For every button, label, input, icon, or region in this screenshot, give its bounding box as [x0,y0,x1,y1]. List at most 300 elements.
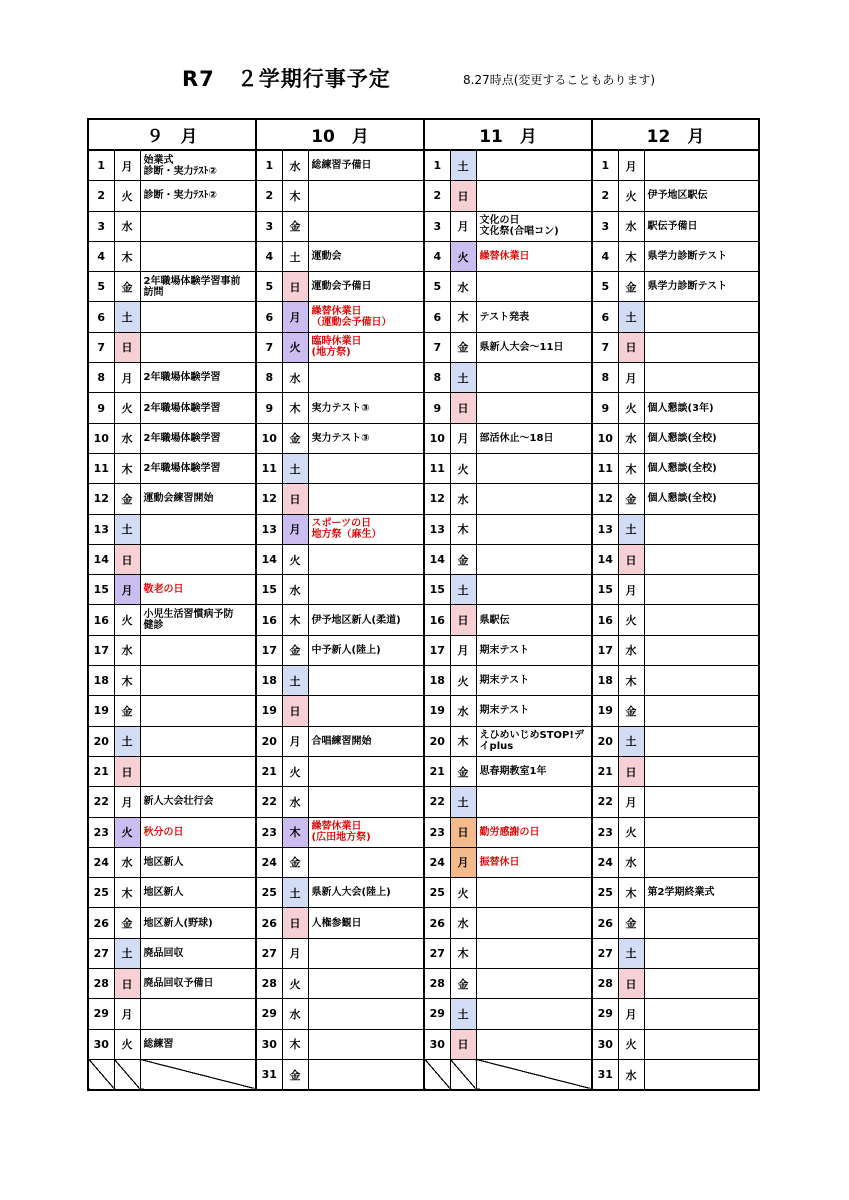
weekday-cell: 木 [282,393,308,423]
weekday-cell: 日 [450,605,476,635]
table-row [88,241,759,271]
date-cell: 3 [88,211,114,241]
weekday-cell: 木 [282,605,308,635]
table-row [88,817,759,847]
date-cell: 21 [424,756,450,786]
date-cell: 19 [88,696,114,726]
date-cell: 11 [256,453,282,483]
date-cell: 14 [592,544,618,574]
event-cell [308,453,424,483]
date-cell: 5 [88,272,114,302]
weekday-cell: 日 [114,969,140,999]
event-cell: 文化の日 文化祭(合唱コン) [476,211,592,241]
date-cell: 28 [88,969,114,999]
date-cell: 21 [88,756,114,786]
weekday-cell: 火 [282,756,308,786]
date-cell: 10 [424,423,450,453]
date-cell: 1 [256,150,282,181]
event-cell [308,756,424,786]
weekday-cell: 土 [114,938,140,968]
weekday-cell: 水 [450,908,476,938]
weekday-cell: 水 [450,272,476,302]
event-cell [644,726,759,756]
weekday-cell: 水 [450,484,476,514]
date-cell: 15 [424,575,450,605]
weekday-cell: 金 [114,696,140,726]
event-cell [644,332,759,362]
table-row [88,908,759,938]
date-cell: 5 [424,272,450,302]
month-header: 10 月 [256,119,424,150]
weekday-cell: 月 [450,847,476,877]
event-cell [644,756,759,786]
date-cell: 30 [88,1029,114,1059]
event-cell [476,453,592,483]
weekday-cell: 金 [618,272,644,302]
weekday-cell: 月 [282,938,308,968]
table-row [88,575,759,605]
weekday-cell: 金 [450,969,476,999]
weekday-cell: 木 [450,302,476,332]
date-cell: 12 [256,484,282,514]
event-cell [308,969,424,999]
weekday-cell: 水 [618,847,644,877]
date-cell: 16 [424,605,450,635]
table-row [88,453,759,483]
event-cell [140,332,256,362]
weekday-cell: 火 [114,393,140,423]
event-cell [644,666,759,696]
date-cell: 25 [424,878,450,908]
event-cell: 小児生活習慣病予防 健診 [140,605,256,635]
event-cell [476,878,592,908]
weekday-cell [450,1059,476,1090]
event-cell [476,544,592,574]
weekday-cell: 火 [282,332,308,362]
weekday-cell: 日 [618,544,644,574]
date-cell: 23 [88,817,114,847]
table-row [88,1029,759,1059]
date-cell: 16 [88,605,114,635]
table-row [88,635,759,665]
event-cell: 県新人大会～11日 [476,332,592,362]
event-cell [476,181,592,211]
date-cell: 10 [88,423,114,453]
event-cell [644,938,759,968]
weekday-cell: 土 [450,150,476,181]
event-cell [644,908,759,938]
month-header: 11 月 [424,119,592,150]
weekday-cell: 土 [450,575,476,605]
event-cell: 2年職場体験学習 [140,453,256,483]
date-cell: 17 [256,635,282,665]
weekday-cell: 木 [282,1029,308,1059]
date-cell: 30 [424,1029,450,1059]
event-cell: 廃品回収 [140,938,256,968]
weekday-cell: 金 [114,908,140,938]
weekday-cell: 月 [618,575,644,605]
date-cell: 20 [88,726,114,756]
date-cell: 22 [592,787,618,817]
event-cell [140,1059,256,1090]
weekday-cell: 日 [450,1029,476,1059]
table-row [88,847,759,877]
weekday-cell: 木 [114,241,140,271]
event-cell [140,241,256,271]
event-cell [308,938,424,968]
date-cell: 19 [256,696,282,726]
weekday-cell: 金 [114,272,140,302]
date-cell: 7 [424,332,450,362]
date-cell: 1 [592,150,618,181]
date-cell: 23 [424,817,450,847]
table-row [88,969,759,999]
event-cell: 県駅伝 [476,605,592,635]
date-cell: 3 [424,211,450,241]
table-row [88,181,759,211]
event-cell: 期末テスト [476,696,592,726]
weekday-cell: 火 [282,969,308,999]
weekday-cell: 火 [114,817,140,847]
date-cell: 8 [88,363,114,393]
date-cell: 19 [592,696,618,726]
event-cell: 診断・実力ﾃｽﾄ② [140,181,256,211]
event-cell [644,817,759,847]
date-cell: 15 [592,575,618,605]
event-cell: テスト発表 [476,302,592,332]
date-cell: 31 [256,1059,282,1090]
weekday-cell: 水 [114,847,140,877]
date-cell: 6 [424,302,450,332]
weekday-cell: 金 [450,332,476,362]
weekday-cell: 日 [282,908,308,938]
event-cell: 伊予地区駅伝 [644,181,759,211]
table-row [88,666,759,696]
date-cell: 23 [592,817,618,847]
event-cell: 個人懇談(全校) [644,423,759,453]
event-cell: 敬老の日 [140,575,256,605]
date-cell: 11 [424,453,450,483]
date-cell: 31 [592,1059,618,1090]
date-cell: 23 [256,817,282,847]
event-cell [476,908,592,938]
event-cell [476,969,592,999]
weekday-cell: 月 [618,150,644,181]
date-cell: 6 [256,302,282,332]
date-cell: 15 [256,575,282,605]
weekday-cell: 火 [618,1029,644,1059]
weekday-cell: 木 [114,453,140,483]
date-cell: 7 [88,332,114,362]
weekday-cell: 金 [282,211,308,241]
weekday-cell: 水 [282,999,308,1029]
event-cell [476,938,592,968]
event-cell [644,575,759,605]
date-cell: 4 [424,241,450,271]
date-cell: 18 [424,666,450,696]
event-cell: 運動会 [308,241,424,271]
weekday-cell: 日 [618,969,644,999]
weekday-cell: 木 [618,453,644,483]
weekday-cell: 木 [450,514,476,544]
date-cell: 4 [88,241,114,271]
table-row [88,938,759,968]
weekday-cell: 金 [114,484,140,514]
weekday-cell: 火 [450,241,476,271]
update-note: 8.27時点(変更することもあります) [463,73,656,87]
weekday-cell: 火 [618,393,644,423]
date-cell: 11 [88,453,114,483]
date-cell: 25 [88,878,114,908]
date-cell: 5 [592,272,618,302]
date-cell: 28 [424,969,450,999]
weekday-cell: 水 [114,635,140,665]
weekday-cell: 水 [618,423,644,453]
event-cell: 2年職場体験学習 [140,363,256,393]
date-cell: 24 [592,847,618,877]
event-cell [644,1029,759,1059]
date-cell: 17 [424,635,450,665]
weekday-cell: 土 [618,514,644,544]
weekday-cell: 土 [282,241,308,271]
date-cell: 2 [424,181,450,211]
table-row [88,756,759,786]
month-header: ９ 月 [88,119,256,150]
date-cell: 27 [256,938,282,968]
weekday-cell: 土 [450,787,476,817]
event-cell [644,635,759,665]
date-cell: 28 [592,969,618,999]
date-cell: 12 [592,484,618,514]
weekday-cell: 金 [618,696,644,726]
event-cell: 2年職場体験学習 [140,393,256,423]
date-cell: 7 [592,332,618,362]
weekday-cell: 火 [114,605,140,635]
event-cell: 2年職場体験学習事前 訪問 [140,272,256,302]
event-cell: 実力テスト③ [308,423,424,453]
date-cell: 12 [424,484,450,514]
event-cell [476,393,592,423]
event-cell [476,484,592,514]
date-cell: 3 [256,211,282,241]
weekday-cell: 金 [450,756,476,786]
weekday-cell: 水 [282,787,308,817]
event-cell [140,999,256,1029]
date-cell: 17 [88,635,114,665]
date-cell: 4 [256,241,282,271]
table-row [88,302,759,332]
date-cell: 1 [424,150,450,181]
event-cell [476,575,592,605]
event-cell: 人権参観日 [308,908,424,938]
date-cell: 3 [592,211,618,241]
weekday-cell: 日 [618,756,644,786]
event-cell: 臨時休業日 (地方祭) [308,332,424,362]
date-cell: 20 [256,726,282,756]
date-cell: 10 [592,423,618,453]
date-cell: 27 [424,938,450,968]
event-cell [308,847,424,877]
table-row [88,787,759,817]
weekday-cell: 月 [618,999,644,1029]
weekday-cell: 月 [114,999,140,1029]
date-cell: 30 [256,1029,282,1059]
date-cell: 2 [88,181,114,211]
event-cell: 期末テスト [476,666,592,696]
date-cell: 27 [88,938,114,968]
event-cell: 総練習予備日 [308,150,424,181]
table-row [88,272,759,302]
date-cell: 16 [592,605,618,635]
event-cell: 繰替休業日 (広田地方祭) [308,817,424,847]
event-cell [140,635,256,665]
weekday-cell: 水 [114,211,140,241]
table-row [88,211,759,241]
weekday-cell: 日 [114,332,140,362]
event-cell: 地区新人 [140,878,256,908]
date-cell: 6 [592,302,618,332]
weekday-cell: 日 [282,484,308,514]
weekday-cell: 金 [618,908,644,938]
event-cell [140,211,256,241]
table-row [88,423,759,453]
calendar-body [88,150,759,1090]
event-cell [140,726,256,756]
weekday-cell: 木 [450,726,476,756]
event-cell: 実力テスト③ [308,393,424,423]
event-cell [644,302,759,332]
weekday-cell: 日 [282,696,308,726]
event-cell [140,514,256,544]
weekday-cell: 月 [618,787,644,817]
date-cell: 26 [424,908,450,938]
date-cell: 18 [256,666,282,696]
weekday-cell: 火 [618,605,644,635]
weekday-cell: 木 [114,878,140,908]
date-cell: 18 [592,666,618,696]
date-cell: 28 [256,969,282,999]
weekday-cell: 火 [450,666,476,696]
date-cell: 12 [88,484,114,514]
event-cell: 新人大会壮行会 [140,787,256,817]
table-row [88,484,759,514]
event-cell: 運動会練習開始 [140,484,256,514]
date-cell: 8 [424,363,450,393]
weekday-cell: 土 [450,999,476,1029]
event-cell [308,484,424,514]
weekday-cell: 木 [282,181,308,211]
date-cell: 30 [592,1029,618,1059]
month-header: 12 月 [592,119,759,150]
date-cell: 22 [256,787,282,817]
date-cell [88,1059,114,1090]
weekday-cell: 水 [618,635,644,665]
table-row [88,393,759,423]
weekday-cell: 金 [282,423,308,453]
weekday-cell: 水 [618,1059,644,1090]
weekday-cell: 月 [282,726,308,756]
event-cell [644,363,759,393]
weekday-cell: 土 [618,726,644,756]
event-cell [476,514,592,544]
weekday-cell: 土 [450,363,476,393]
weekday-cell: 土 [282,453,308,483]
weekday-cell: 日 [450,393,476,423]
event-cell [644,605,759,635]
weekday-cell: 日 [618,332,644,362]
event-cell: 部活休止～18日 [476,423,592,453]
weekday-cell: 火 [450,453,476,483]
event-cell [308,1029,424,1059]
event-cell: 始業式 診断・実力ﾃｽﾄ② [140,150,256,181]
weekday-cell: 金 [450,544,476,574]
event-cell [476,1029,592,1059]
event-cell: 繰替休業日 [476,241,592,271]
date-cell: 4 [592,241,618,271]
event-cell: 個人懇談(3年) [644,393,759,423]
date-cell: 15 [88,575,114,605]
event-cell [308,999,424,1029]
date-cell: 29 [424,999,450,1029]
event-cell: 振替休日 [476,847,592,877]
event-cell [476,150,592,181]
weekday-cell: 土 [618,302,644,332]
event-cell [476,1059,592,1090]
weekday-cell: 月 [450,635,476,665]
weekday-cell: 木 [618,241,644,271]
event-cell [644,969,759,999]
table-row [88,696,759,726]
date-cell: 13 [256,514,282,544]
event-cell [644,847,759,877]
page-title: R7 ２学期行事予定 [182,67,391,91]
date-cell: 5 [256,272,282,302]
schedule-table [87,118,760,1091]
weekday-cell: 水 [450,696,476,726]
event-cell [644,1059,759,1090]
event-cell [308,666,424,696]
date-cell: 14 [256,544,282,574]
weekday-cell: 土 [114,302,140,332]
event-cell [140,756,256,786]
event-cell [644,999,759,1029]
event-cell [644,544,759,574]
event-cell [308,1059,424,1090]
weekday-cell: 土 [114,514,140,544]
event-cell [140,544,256,574]
date-cell: 8 [592,363,618,393]
table-row [88,332,759,362]
event-cell: 地区新人 [140,847,256,877]
weekday-cell: 日 [114,544,140,574]
event-cell [140,666,256,696]
weekday-cell: 土 [618,938,644,968]
weekday-cell: 土 [282,878,308,908]
event-cell: 思春期教室1年 [476,756,592,786]
event-cell [308,544,424,574]
weekday-cell: 日 [114,756,140,786]
date-cell: 13 [88,514,114,544]
event-cell: 勤労感謝の日 [476,817,592,847]
weekday-cell: 水 [282,150,308,181]
date-cell: 9 [88,393,114,423]
weekday-cell: 木 [114,666,140,696]
event-cell [644,514,759,544]
weekday-cell: 土 [282,666,308,696]
date-cell: 24 [424,847,450,877]
event-cell [644,696,759,726]
date-cell: 24 [256,847,282,877]
